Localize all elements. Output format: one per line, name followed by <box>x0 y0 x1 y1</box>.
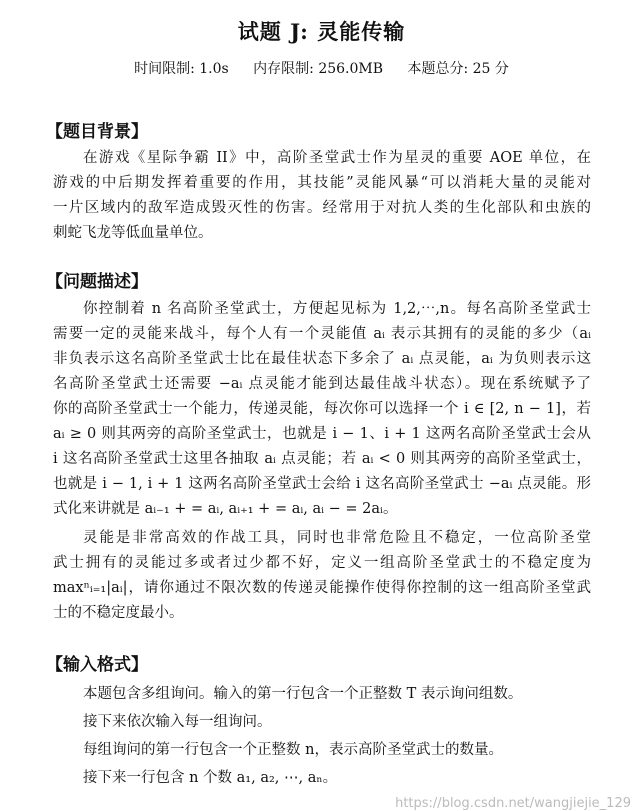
total-score: 本题总分: 25 分 <box>407 61 509 77</box>
text-line: 你的高阶圣堂武士一个能力，传递灵能，每次你可以选择一个 i ∈ [2, n − 1]，若 <box>53 401 591 417</box>
text-line: 本题包含多组询问。输入的第一行包含一个正整数 T 表示询问组数。 <box>83 686 523 702</box>
input-format-list <box>83 680 522 792</box>
problem-title: 试题 J: 灵能传输 <box>237 19 406 44</box>
text-line: 也就是 i − 1, i + 1 这两名高阶圣堂武士会给 i 这名高阶圣堂武士 −aᵢ 点灵能。形 <box>53 476 591 492</box>
description-paragraph-1 <box>53 297 591 522</box>
text-line: 接下来依次输入每一组询问。 <box>83 714 272 730</box>
text-line: i 这名高阶圣堂武士这里各抽取 aᵢ 点灵能；若 aᵢ < 0 则其两旁的高阶圣堂武士， <box>53 451 591 467</box>
text-line: 名高阶圣堂武士还需要 −aᵢ 点灵能才能到达最佳战斗状态）。现在系统赋予了 <box>53 376 591 392</box>
background-paragraph <box>53 146 591 246</box>
text-line: 一片区域内的敌军造成毁灭性的伤害。经常用于对抗人类的生化部队和虫族的 <box>53 200 591 216</box>
text-line: 非负表示这名高阶圣堂武士比在最佳状态下多余了 aᵢ 点灵能，aᵢ 为负则表示这 <box>53 351 591 367</box>
text-line: 接下来一行包含 n 个数 a₁, a₂, ⋯, aₙ。 <box>83 770 338 786</box>
text-line: 在游戏《星际争霸 II》中，高阶圣堂武士作为星灵的重要 AOE 单位，在 <box>83 150 591 166</box>
description-heading: 【问题描述】 <box>46 272 148 292</box>
time-limit: 时间限制: 1.0s <box>134 61 229 77</box>
text-line: 灵能是非常高效的作战工具，同时也非常危险且不稳定，一位高阶圣堂 <box>83 530 591 546</box>
input-heading: 【输入格式】 <box>46 655 148 675</box>
text-line: 士的不稳定度最小。 <box>53 605 184 621</box>
text-line: 刺蛇飞龙等低血量单位。 <box>53 225 213 241</box>
text-line: 式化来讲就是 aᵢ₋₁ + = aᵢ, aᵢ₊₁ + = aᵢ, aᵢ − = 2aᵢ。 <box>53 501 398 517</box>
description-paragraph-2 <box>53 526 591 626</box>
background-heading: 【题目背景】 <box>46 122 148 142</box>
text-line: 需要一定的灵能来战斗，每个人有一个灵能值 aᵢ 表示其拥有的灵能的多少（aᵢ <box>53 326 591 342</box>
text-line: 武士拥有的灵能过多或者过少都不好，定义一组高阶圣堂武士的不稳定度为 <box>53 555 591 571</box>
text-line: 你控制着 n 名高阶圣堂武士，方便起见标为 1,2,⋯,n。每名高阶圣堂武士 <box>83 301 591 317</box>
watermark: https://blog.csdn.net/wangjiejie_129 <box>395 796 631 811</box>
text-line: 游戏的中后期发挥着重要的作用，其技能”灵能风暴“可以消耗大量的灵能对 <box>53 175 591 191</box>
problem-meta <box>0 58 643 78</box>
memory-limit: 内存限制: 256.0MB <box>253 61 384 77</box>
text-line: aᵢ ≥ 0 则其两旁的高阶圣堂武士，也就是 i − 1、i + 1 这两名高阶圣堂武士会从 <box>53 426 591 442</box>
text-line: 每组询问的第一行包含一个正整数 n，表示高阶圣堂武士的数量。 <box>83 742 503 758</box>
text-line: maxⁿᵢ₌₁|aᵢ|，请你通过不限次数的传递灵能操作使得你控制的这一组高阶圣堂武 <box>53 580 591 596</box>
